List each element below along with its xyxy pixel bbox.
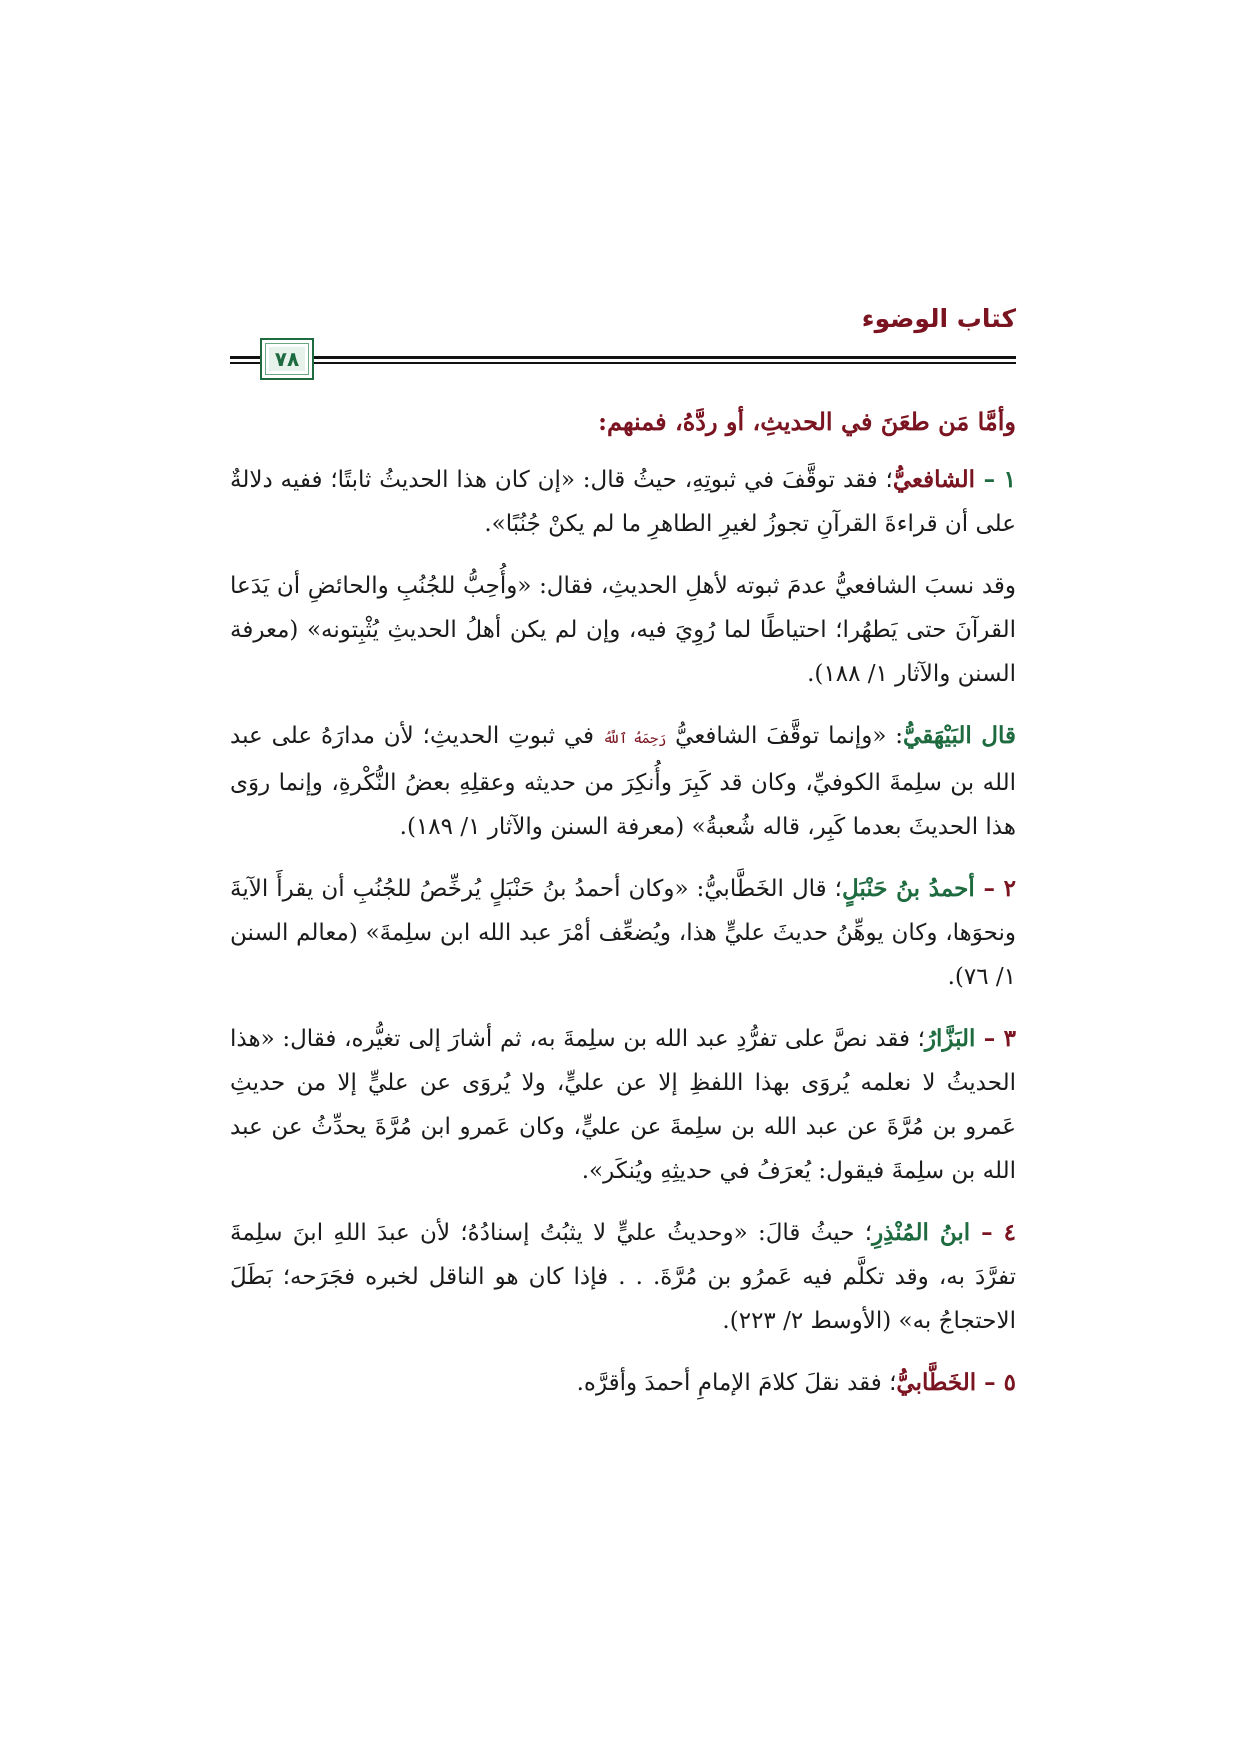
dua-ligature: رَحِمَهُ ٱللَّهُ xyxy=(602,731,667,747)
paragraph-text: وقد نسبَ الشافعيُّ عدمَ ثبوته لأهلِ الحديثِ، فقال: «وأُحِبُّ للجُنُبِ والحائضِ أن يَدَعا القرآنَ حتى يَطهُرا؛ احتياطًا لما رُوِيَ فيه، وإن لم يكن أهلُ الحديثِ يُثْبِتونه» (معرفة السنن والآثار ١/ ١٨٨). xyxy=(230,573,1016,687)
header-rule-top xyxy=(230,356,1016,359)
scholar-name: ابنُ المُنْذِرِ xyxy=(872,1219,971,1246)
scholar-name: البَيْهَقيُّ xyxy=(903,722,972,749)
page-number: ٧٨ xyxy=(269,347,305,371)
paragraph-text: ؛ حيثُ قالَ: «وحديثُ عليٍّ لا يثبُتُ إسنادُهُ؛ لأن عبدَ اللهِ ابنَ سلِمةَ تفرَّدَ به، وقد تكلَّم فيه عَمرُو بن مُرَّةَ. . . فإذا كان هو الناقل لخبره فجَرَحه؛ بَطَلَ الاحتجاجُ به» (الأوسط ٢/ ٢٢٣). xyxy=(230,1220,1016,1334)
scholar-name: أحمدُ بنُ حَنْبَلٍ xyxy=(841,875,975,902)
paragraph-text: ؛ قال الخَطَّابيُّ: «وكان أحمدُ بنُ حَنْبَلٍ يُرخِّصُ للجُنُبِ أن يقرأَ الآيةَ ونحوَها، وكان يوهِّنُ حديثَ عليٍّ هذا، ويُضعِّف أمْرَ عبد الله ابن سلِمةَ» (معالم السنن ١/ ٧٦). xyxy=(230,876,1016,990)
item-number: ٥ – xyxy=(976,1369,1016,1396)
scholar-name: الشافعيُّ xyxy=(892,466,976,493)
paragraph-text: ؛ فقد توقَّفَ في ثبوتِهِ، حيثُ قال: «إن كان هذا الحديثُ ثابتًا؛ ففيه دلالةٌ على أن قراءةَ القرآنِ تجوزُ لغيرِ الطاهرِ ما لم يكنْ جُنُبًا». xyxy=(230,467,1016,537)
item-number: ٣ – xyxy=(975,1025,1017,1052)
paragraph-1 xyxy=(230,458,1016,546)
book-title: كتاب الوضوء xyxy=(861,304,1016,333)
header-rule-bottom xyxy=(230,362,1016,364)
item-number: ٤ – xyxy=(970,1219,1017,1246)
paragraph-text-b: في ثبوتِ الحديثِ؛ لأن مدارَهُ على عبد الله بن سلِمةَ الكوفيِّ، وكان قد كَبِرَ وأُنكِرَ من حديثه وعقلِهِ بعضُ النُّكْرةِ، وإنما روَى هذا الحديثَ بعدما كَبِر، قاله شُعبةُ» (معرفة السنن والآثار ١/ ١٨٩). xyxy=(230,723,1016,840)
paragraph-text-a: : «وإنما توقَّفَ الشافعيُّ xyxy=(666,723,904,749)
scholar-name: البَزَّارُ xyxy=(924,1025,976,1052)
paragraph-5 xyxy=(230,1017,1016,1193)
page-body xyxy=(230,400,1016,1423)
scholar-name: الخَطَّابيُّ xyxy=(896,1369,977,1396)
paragraph-lead: قال xyxy=(971,722,1016,749)
paragraph-text: ؛ فقد نصَّ على تفرُّدِ عبد الله بن سلِمةَ به، ثم أشارَ إلى تغيُّره، فقال: «هذا الحديثُ لا نعلمه يُروَى بهذا اللفظِ إلا عن عليٍّ، ولا يُروَى عن عليٍّ إلا من حديثِ عَمرو بن مُرَّةَ عن عبد الله بن سلِمةَ عن عليٍّ، وكان عَمرو ابن مُرَّةَ يحدِّثُ عن عبد الله بن سلِمةَ فيقول: يُعرَفُ في حديثِهِ ويُنكَر». xyxy=(230,1026,1016,1184)
paragraph-3 xyxy=(230,714,1016,849)
paragraph-7 xyxy=(230,1361,1016,1405)
paragraph-6 xyxy=(230,1211,1016,1343)
section-heading: وأمَّا مَن طعَنَ في الحديثِ، أو ردَّهُ، فمنهم: xyxy=(598,407,1016,436)
paragraph-2 xyxy=(230,564,1016,696)
page-header xyxy=(230,304,1016,390)
page-number-frame xyxy=(260,338,314,380)
item-number: ١ – xyxy=(975,466,1016,493)
item-number: ٢ – xyxy=(974,875,1017,902)
paragraph-text: ؛ فقد نقلَ كلامَ الإمامِ أحمدَ وأقرَّه. xyxy=(576,1370,897,1396)
paragraph-4 xyxy=(230,867,1016,999)
